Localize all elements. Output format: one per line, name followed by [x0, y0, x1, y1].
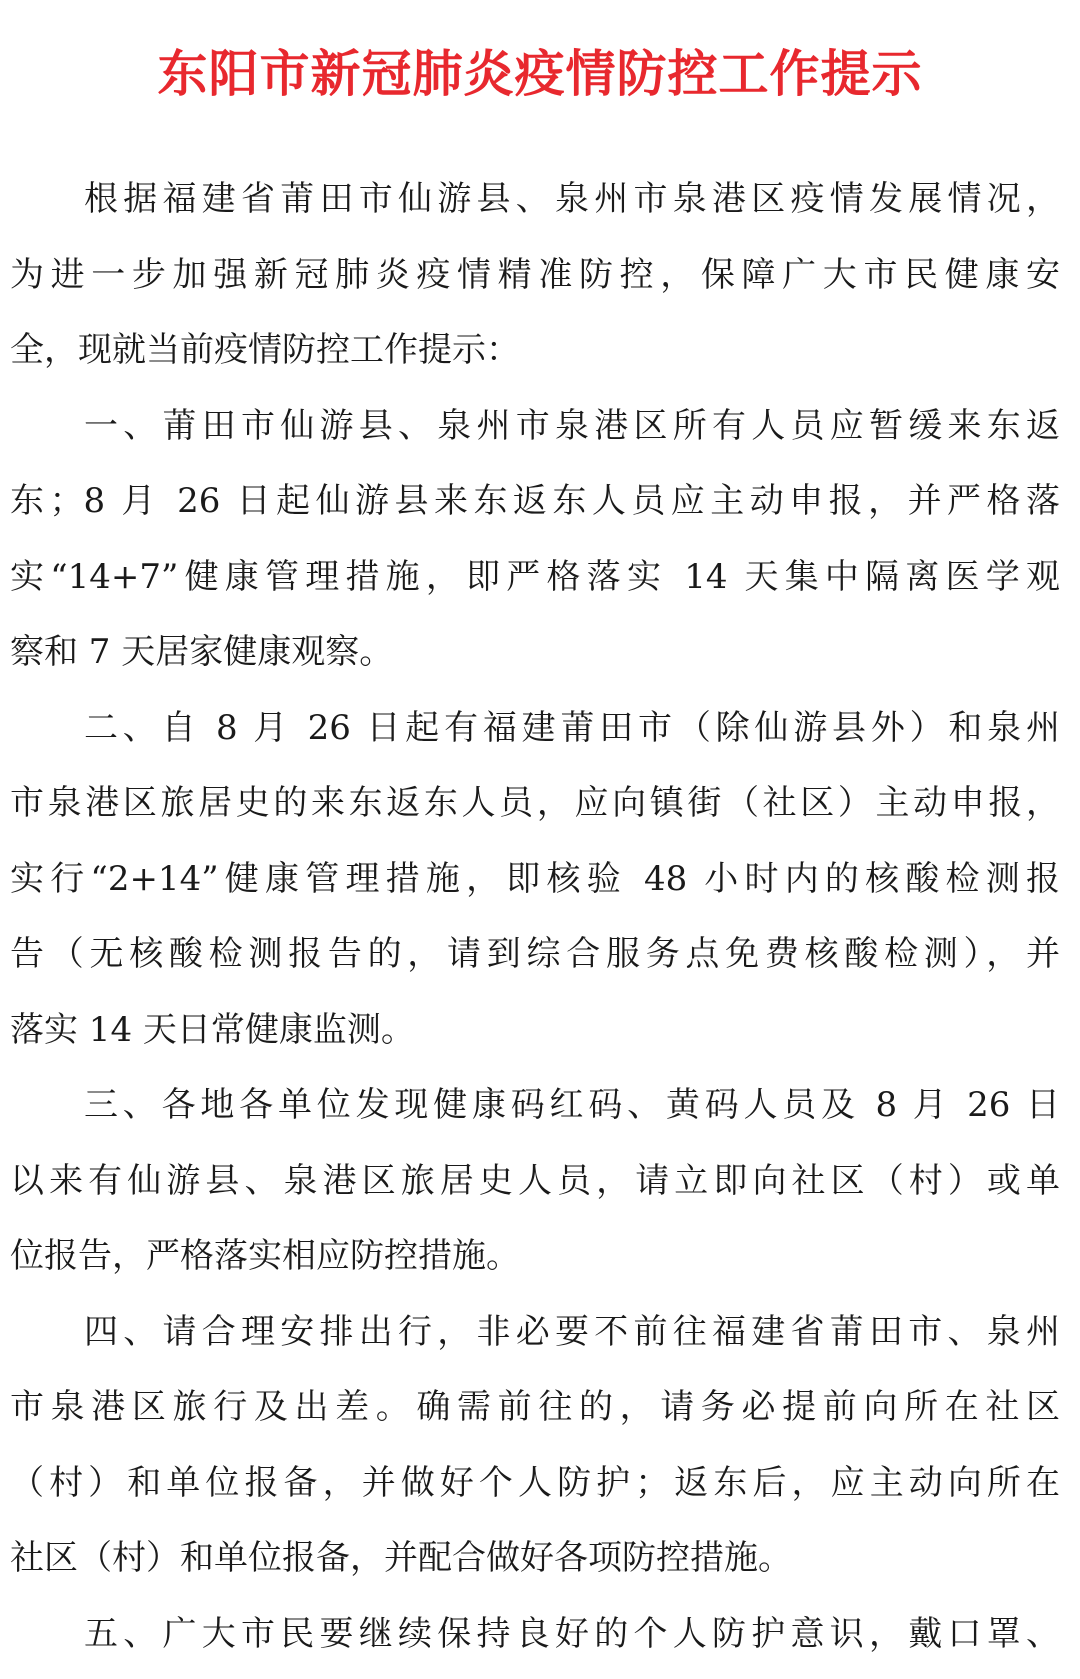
paragraph-line: 东；8 月 26 日起仙游县来东返东人员应主动申报，并严格落 [10, 481, 1060, 521]
paragraph-line: 位报告，严格落实相应防控措施。 [10, 1236, 520, 1276]
paragraph-line: 全，现就当前疫情防控工作提示： [10, 330, 520, 370]
paragraph-line: 告（无核酸检测报告的，请到综合服务点免费核酸检测），并 [10, 934, 1060, 974]
paragraph-line: 市泉港区旅行及出差。确需前往的，请务必提前向所在社区 [10, 1387, 1060, 1427]
document-title: 东阳市新冠肺炎疫情防控工作提示 [157, 43, 923, 103]
paragraph-line: 五、广大市民要继续保持良好的个人防护意识，戴口罩、 [84, 1613, 1060, 1654]
paragraph-line: 实“14+7”健康管理措施，即严格落实 14 天集中隔离医学观 [10, 556, 1060, 597]
paragraph-line: 实行“2+14”健康管理措施，即核验 48 小时内的核酸检测报 [10, 858, 1060, 899]
paragraph-line: 二、自 8 月 26 日起有福建莆田市（除仙游县外）和泉州 [84, 707, 1060, 748]
paragraph-line: 一、莆田市仙游县、泉州市泉港区所有人员应暂缓来东返 [84, 405, 1060, 446]
paragraph-line: 根据福建省莆田市仙游县、泉州市泉港区疫情发展情况， [84, 179, 1060, 219]
paragraph-line: （村）和单位报备，并做好个人防护；返东后，应主动向所在 [10, 1462, 1060, 1503]
paragraph-line: 察和 7 天居家健康观察。 [10, 632, 394, 672]
paragraph-line: 落实 14 天日常健康监测。 [10, 1009, 415, 1050]
paragraph-line: 四、请合理安排出行，非必要不前往福建省莆田市、泉州 [84, 1311, 1060, 1352]
paragraph-line: 为进一步加强新冠肺炎疫情精准防控，保障广大市民健康安 [10, 254, 1060, 295]
paragraph-line: 市泉港区旅居史的来东返东人员，应向镇街（社区）主动申报， [10, 783, 1060, 823]
document-body [10, 162, 1060, 1672]
paragraph-line: 以来有仙游县、泉港区旅居史人员，请立即向社区（村）或单 [10, 1160, 1060, 1201]
paragraph-line: 三、各地各单位发现健康码红码、黄码人员及 8 月 26 日 [84, 1085, 1060, 1125]
paragraph-line: 社区（村）和单位报备，并配合做好各项防控措施。 [10, 1538, 792, 1578]
